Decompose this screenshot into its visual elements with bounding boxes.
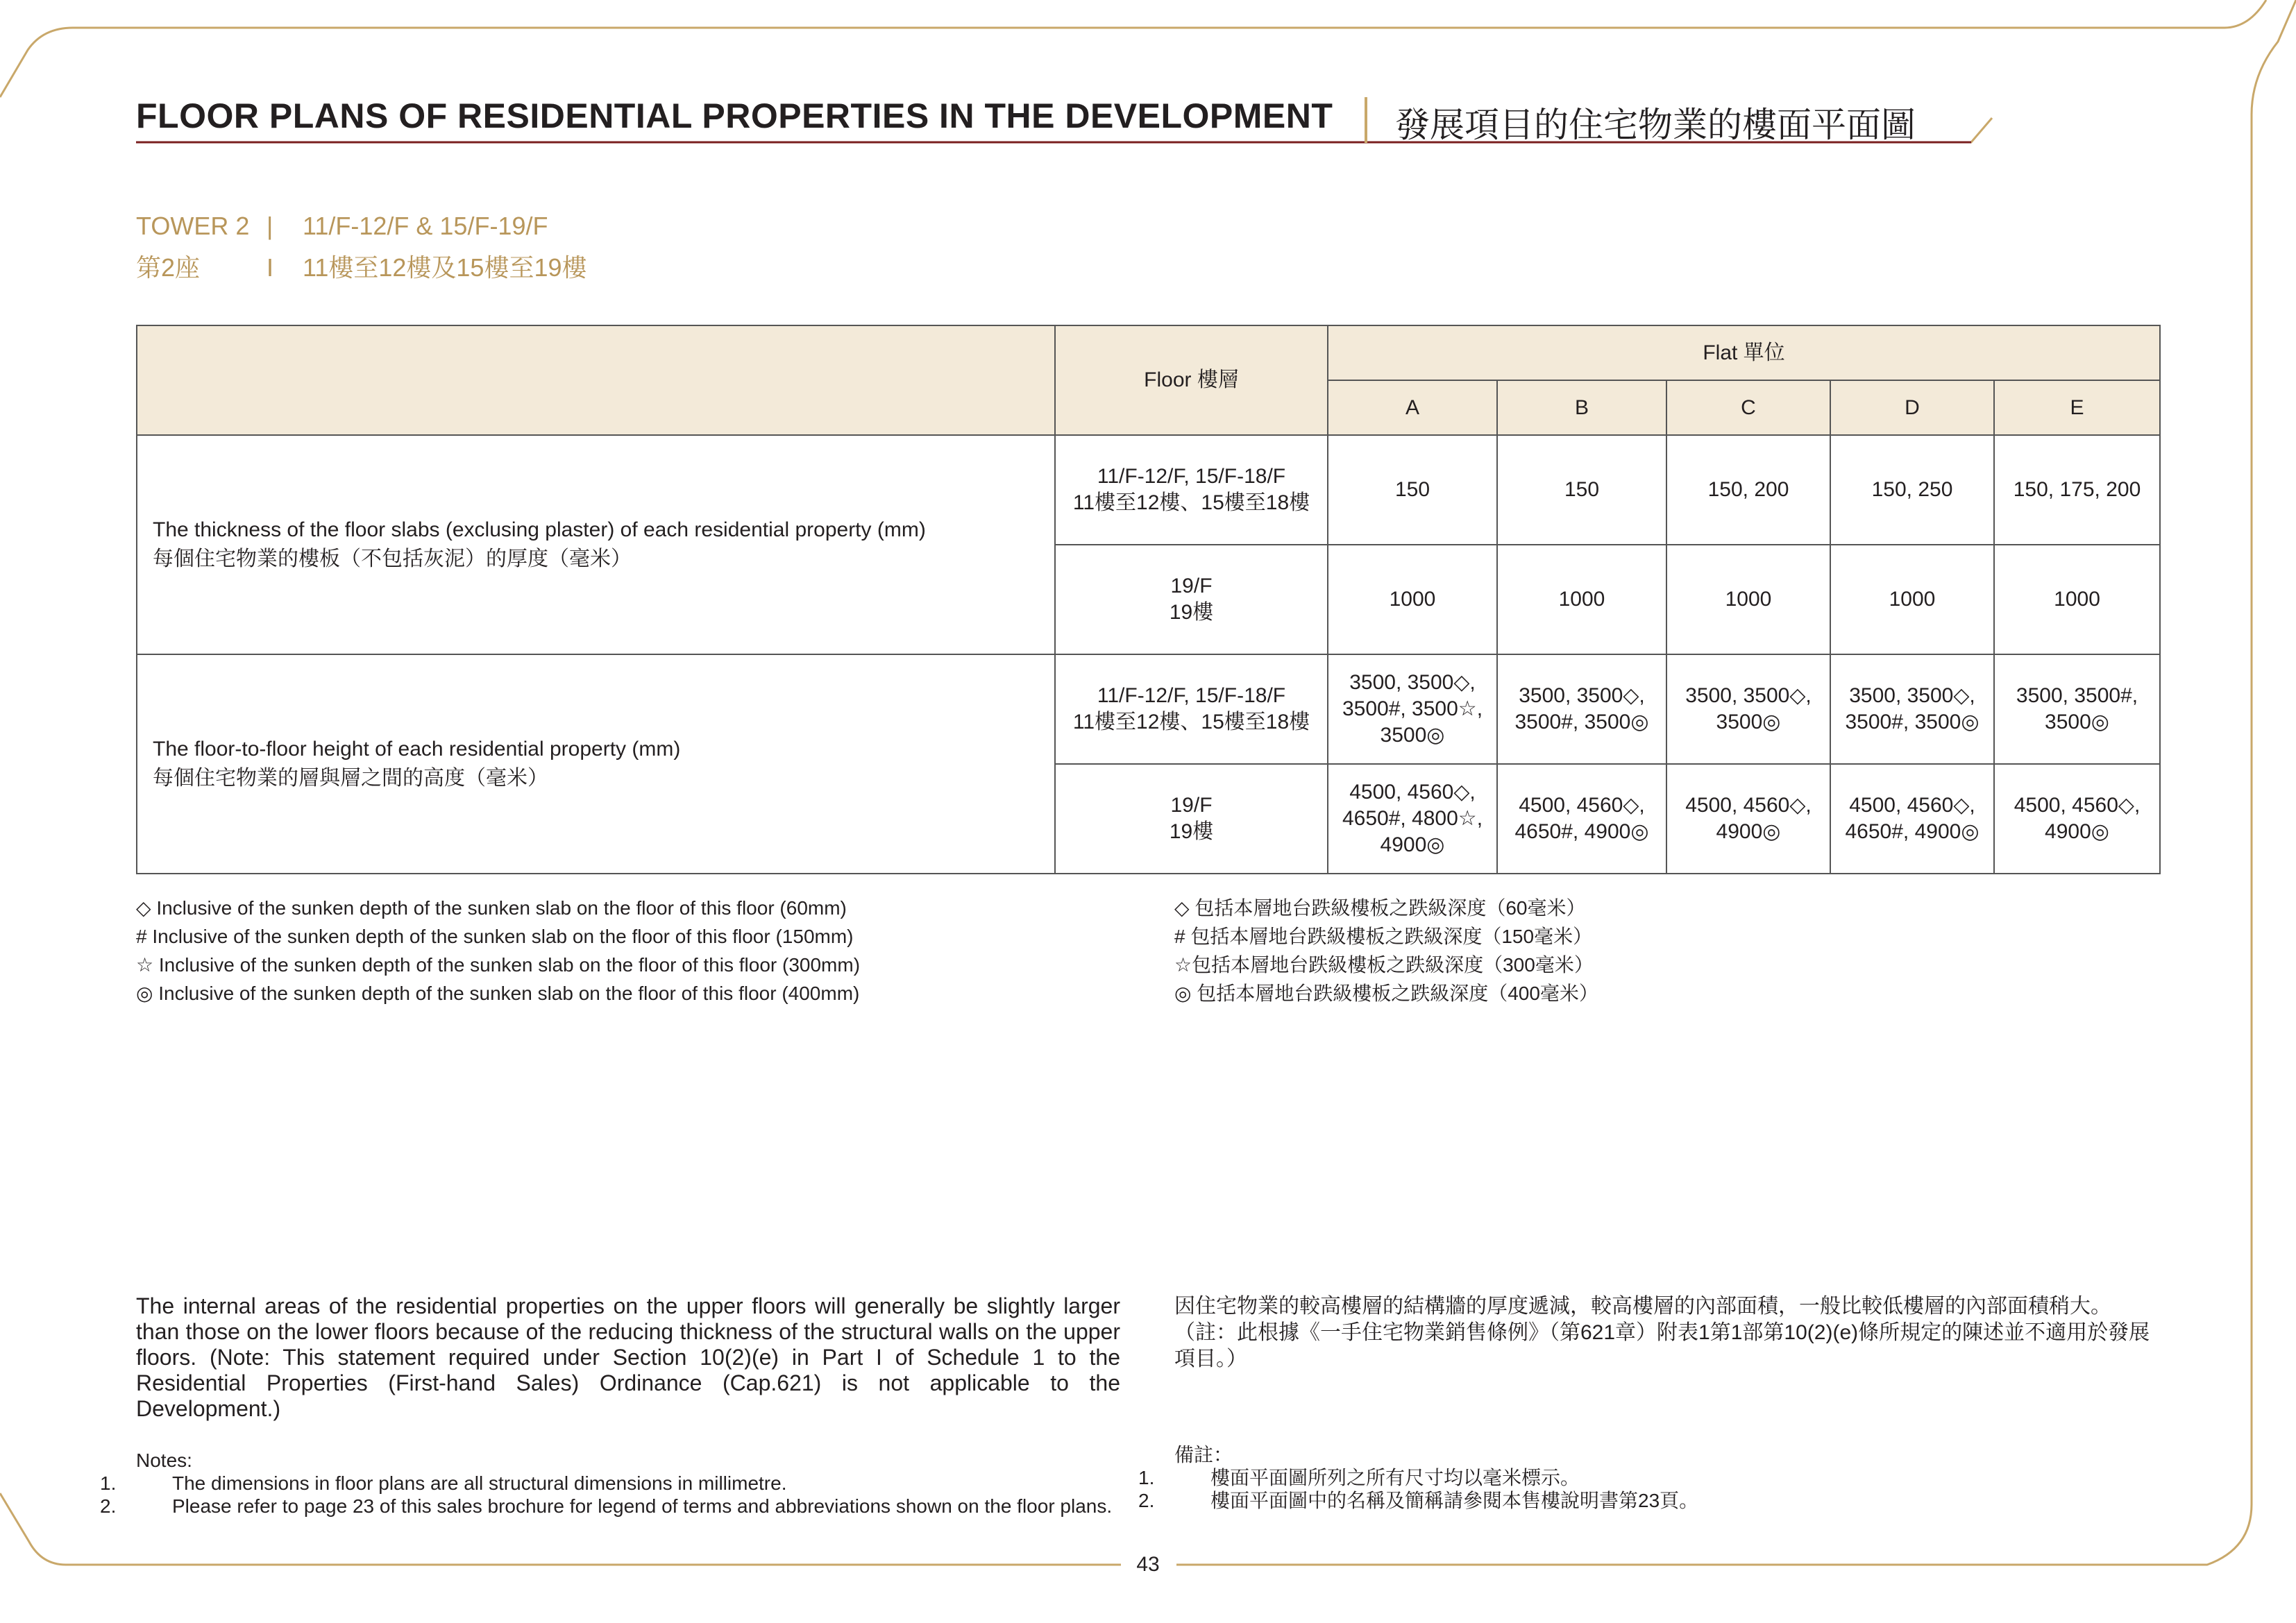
- table-cell: 4500, 4560◇, 4900◎: [1666, 764, 1830, 874]
- table-cell: 3500, 3500◇, 3500#, 3500◎: [1830, 654, 1994, 764]
- note-text: 樓面平面圖所列之所有尺寸均以毫米標示。: [1210, 1467, 1580, 1488]
- table-cell: 3500, 3500#, 3500◎: [1994, 654, 2160, 764]
- legend-item: ◇ Inclusive of the sunken depth of the sunken slab on the floor of this floor (60mm): [136, 897, 847, 919]
- floor-column-header: Floor 樓層: [1055, 325, 1328, 435]
- note-text: The dimensions in floor plans are all structural dimensions in millimetre.: [172, 1472, 787, 1494]
- table-cell: 1000: [1830, 545, 1994, 654]
- tower-floors-en: 11/F-12/F & 15/F-19/F: [303, 212, 548, 240]
- flat-header-cell: D: [1830, 380, 1994, 435]
- note-number: 1.: [100, 1472, 117, 1494]
- legend-item: ☆包括本層地台跌級樓板之跌級深度（300毫米）: [1174, 954, 1594, 976]
- table-cell: 4500, 4560◇, 4900◎: [1994, 764, 2160, 874]
- legend-item: ☆ Inclusive of the sunken depth of the sunken slab on the floor of this floor (300mm): [136, 954, 861, 976]
- table-cell: 3500, 3500◇, 3500◎: [1666, 654, 1830, 764]
- title-divider: [1365, 97, 1367, 143]
- tower-separator: |: [267, 212, 273, 240]
- note-number: 2.: [1138, 1490, 1155, 1511]
- slab-thickness-height-table: [136, 325, 2161, 874]
- statement-en: The internal areas of the residential properties on the upper floors will generally be slightly larger than those on the lower floors because of the reducing thickness of the structural walls on the upper floors. (Note: This statement required under Section 10(2)(e) in Part I of Schedule 1 to the Residential Properties (First-hand Sales) Ordinance (Cap.621) is not applicable to the Development.): [136, 1293, 1120, 1421]
- legend-item: ◇ 包括本層地台跌級樓板之跌級深度（60毫米）: [1174, 897, 1586, 919]
- statement-zh-line: 因住宅物業的較高樓層的結構牆的厚度遞減，較高樓層的內部面積，一般比較低樓層的內部面積稍大。: [1174, 1295, 2111, 1318]
- statement-zh: [1174, 1293, 2160, 1373]
- floor-cell-zh: 11樓至12樓、15樓至18樓: [1072, 491, 1310, 514]
- tower-name-en: TOWER 2: [136, 212, 250, 240]
- notes-heading: 備註：: [1174, 1444, 1233, 1465]
- legend-item: # Inclusive of the sunken depth of the sunken slab on the floor of this floor (150mm): [136, 926, 854, 947]
- table-cell: 4500, 4560◇, 4650#, 4800☆, 4900◎: [1328, 764, 1497, 874]
- row-description-en: The floor-to-floor height of each residential property (mm): [153, 738, 681, 760]
- notes-heading: Notes:: [136, 1450, 192, 1471]
- flat-column-header: Flat 單位: [1328, 325, 2160, 380]
- row-description-en: The thickness of the floor slabs (exclusing plaster) of each residential property (mm): [153, 518, 926, 541]
- table-cell: 150, 175, 200: [1994, 435, 2160, 545]
- flat-header-cell: A: [1328, 380, 1497, 435]
- flat-header-cell: C: [1666, 380, 1830, 435]
- floor-cell: [1055, 545, 1328, 654]
- floor-cell: [1055, 654, 1328, 764]
- table-cell: 4500, 4560◇, 4650#, 4900◎: [1497, 764, 1666, 874]
- floor-cell-en: 19/F: [1170, 575, 1213, 597]
- row-description-zh: 每個住宅物業的樓板（不包括灰泥）的厚度（毫米）: [153, 547, 632, 570]
- tower-separator: I: [267, 253, 274, 282]
- flat-header-cell: B: [1497, 380, 1666, 435]
- row-description-zh: 每個住宅物業的層與層之間的高度（毫米）: [153, 767, 548, 790]
- floor-cell-en: 11/F-12/F, 15/F-18/F: [1097, 684, 1286, 707]
- note-item: [100, 1495, 1120, 1518]
- legend-item: ◎ Inclusive of the sunken depth of the sunken slab on the floor of this floor (400mm): [136, 983, 860, 1004]
- floor-cell-zh: 19樓: [1169, 601, 1214, 624]
- note-number: 2.: [100, 1495, 117, 1517]
- note-item: [100, 1472, 1120, 1495]
- notes-zh: [1138, 1443, 2160, 1512]
- table-cell: 1000: [1994, 545, 2160, 654]
- tower-floors-zh: 11樓至12樓及15樓至19樓: [303, 253, 587, 282]
- row-description: [137, 654, 1055, 874]
- table-cell: 1000: [1666, 545, 1830, 654]
- table-cell: 150, 200: [1666, 435, 1830, 545]
- table-cell: 4500, 4560◇, 4650#, 4900◎: [1830, 764, 1994, 874]
- flat-header-cell: E: [1994, 380, 2160, 435]
- table-cell: 1000: [1328, 545, 1497, 654]
- legend-en: [136, 894, 860, 1008]
- note-item: [1138, 1466, 2160, 1489]
- note-number: 1.: [1138, 1467, 1155, 1488]
- table-corner-cell: [137, 325, 1055, 435]
- legend-item: # 包括本層地台跌級樓板之跌級深度（150毫米）: [1174, 926, 1593, 947]
- table-cell: 3500, 3500◇, 3500#, 3500◎: [1497, 654, 1666, 764]
- floor-cell-zh: 11樓至12樓、15樓至18樓: [1072, 711, 1310, 733]
- floor-cell-en: 11/F-12/F, 15/F-18/F: [1097, 465, 1286, 488]
- table-cell: 150: [1328, 435, 1497, 545]
- page-title-en: FLOOR PLANS OF RESIDENTIAL PROPERTIES IN THE DEVELOPMENT: [136, 96, 1333, 135]
- notes-en: [100, 1449, 1120, 1518]
- floor-cell-en: 19/F: [1170, 794, 1213, 817]
- tower-heading-zh: [136, 248, 587, 284]
- row-description: [137, 435, 1055, 654]
- legend-zh: [1174, 894, 1598, 1008]
- page-title-zh: 發展項目的住宅物業的樓面平面圖: [1395, 105, 1916, 144]
- note-text: Please refer to page 23 of this sales brochure for legend of terms and abbreviations shown on the floor plans.: [172, 1495, 1113, 1517]
- floor-cell: [1055, 435, 1328, 545]
- tower-name-zh: 第2座: [136, 253, 201, 282]
- note-item: [1138, 1489, 2160, 1512]
- table-cell: 3500, 3500◇, 3500#, 3500☆, 3500◎: [1328, 654, 1497, 764]
- floor-cell-zh: 19樓: [1169, 820, 1214, 843]
- legend-item: ◎ 包括本層地台跌級樓板之跌級深度（400毫米）: [1174, 983, 1598, 1004]
- table-cell: 150, 250: [1830, 435, 1994, 545]
- tower-heading-en: [136, 212, 548, 241]
- page-number: 43: [1136, 1553, 1160, 1576]
- table-cell: 1000: [1497, 545, 1666, 654]
- table-cell: 150: [1497, 435, 1666, 545]
- note-text: 樓面平面圖中的名稱及簡稱請參閱本售樓說明書第23頁。: [1210, 1490, 1699, 1511]
- floor-cell: [1055, 764, 1328, 874]
- statement-zh-note: （註：此根據《一手住宅物業銷售條例》（第621章）附表1第1部第10(2)(e)條所規定的陳述並不適用於發展項目。）: [1174, 1321, 2150, 1370]
